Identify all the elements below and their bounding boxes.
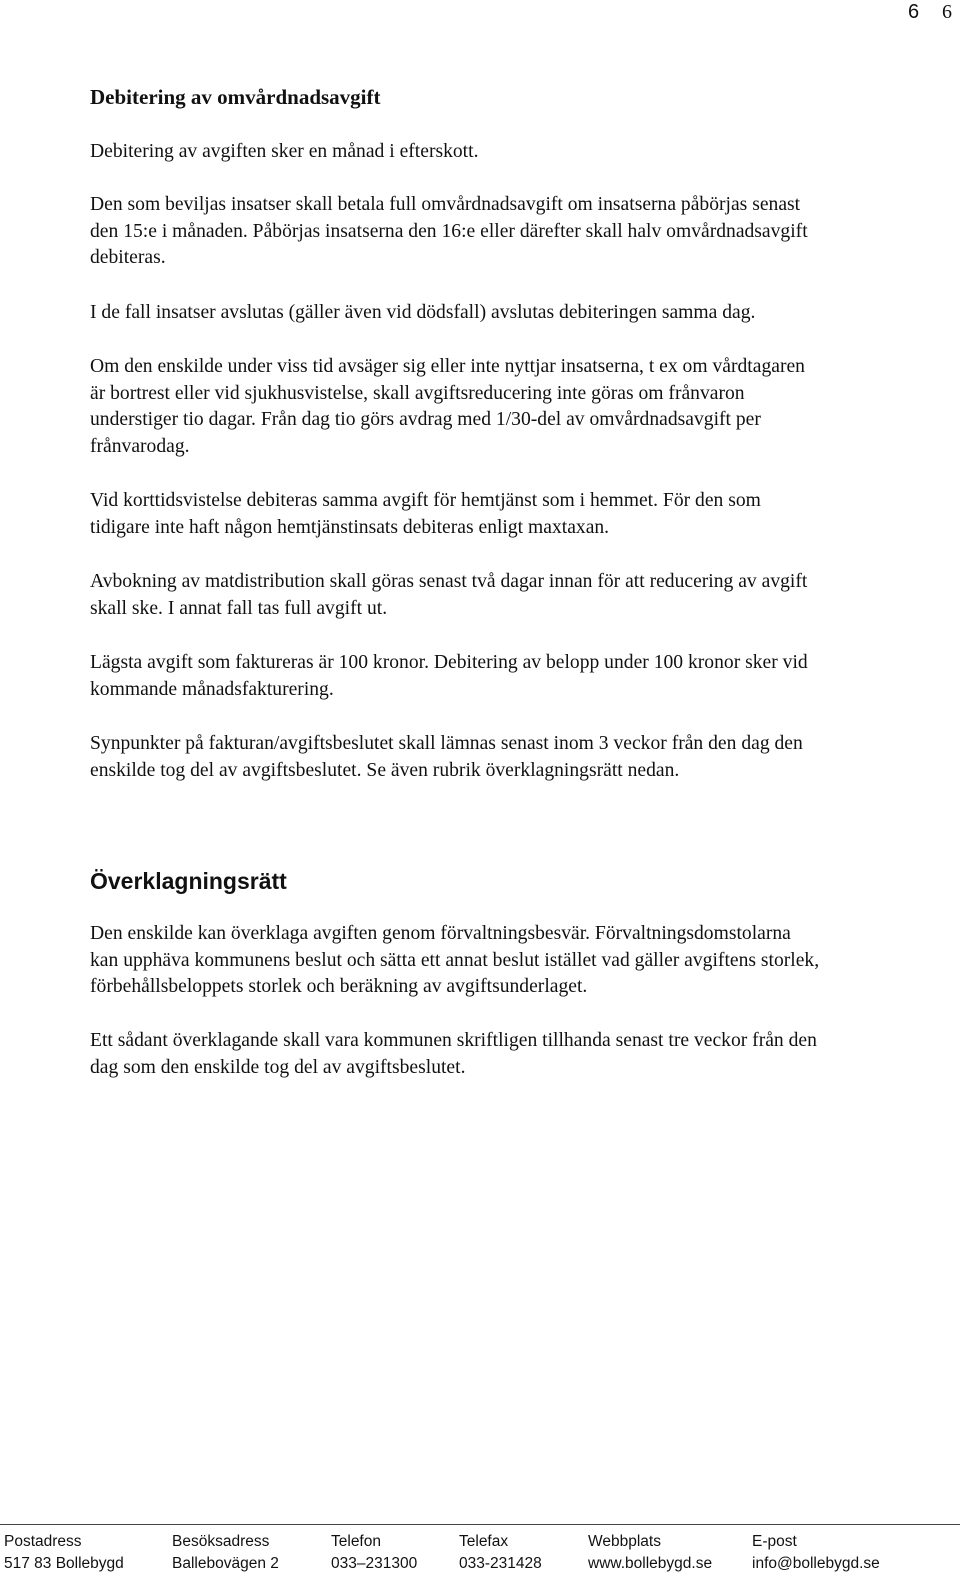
text-line: förbehållsbeloppets storlek och beräkning av avgiftsunderlaget. <box>90 976 588 997</box>
text-line: Den enskilde kan överklaga avgiften genom förvaltningsbesvär. Förvaltningsdomstolarna <box>90 923 791 944</box>
text-line: Om den enskilde under viss tid avsäger sig eller inte nyttjar insatserna, t ex om vårdtagaren <box>90 356 805 377</box>
footer-value: Ballebovägen 2 <box>172 1555 279 1572</box>
page-number: 6 <box>908 1 920 23</box>
text-line: är bortrest eller vid sjukhusvistelse, skall avgiftsreducering inte göras om frånvaron <box>90 382 745 404</box>
paragraph <box>90 192 950 272</box>
paragraph <box>90 300 950 327</box>
footer-value: www.bollebygd.se <box>588 1555 713 1572</box>
footer-label: Postadress <box>4 1533 82 1550</box>
footer-besoksadress <box>172 1531 279 1575</box>
section-heading-debitering: Debitering av omvårdnadsavgift <box>90 85 381 109</box>
footer-label: Telefax <box>459 1533 509 1550</box>
footer-value: 033-231428 <box>459 1555 542 1572</box>
section-heading-overklagningsratt: Överklagningsrätt <box>90 868 287 894</box>
text-line: debiteras. <box>90 247 166 268</box>
footer-value: 033–231300 <box>331 1555 418 1572</box>
footer-postadress <box>4 1531 124 1575</box>
page-footer <box>0 1524 960 1584</box>
text-line: dag som den enskilde tog del av avgiftsbeslutet. <box>90 1056 466 1078</box>
footer-telefax <box>459 1531 542 1575</box>
footer-label: Besöksadress <box>172 1533 270 1550</box>
text-line: I de fall insatser avslutas (gäller även vid dödsfall) avslutas debiteringen samma dag. <box>90 302 756 323</box>
page-number-secondary: 6 <box>942 1 952 23</box>
text-line: Avbokning av matdistribution skall göras senast två dagar innan för att reducering av avgift <box>90 571 808 592</box>
footer-label: Telefon <box>331 1533 381 1550</box>
footer-epost <box>752 1531 880 1575</box>
text-line: Ett sådant överklagande skall vara kommunen skriftligen tillhanda senast tre veckor från den <box>90 1030 817 1051</box>
footer-telefon <box>331 1531 417 1575</box>
paragraph <box>90 1028 950 1081</box>
footer-value: 517 83 Bollebygd <box>4 1555 124 1572</box>
paragraph <box>90 354 950 460</box>
text-line: understiger tio dagar. Från dag tio görs avdrag med 1/30-del av omvårdnadsavgift per <box>90 409 761 430</box>
text-line: tidigare inte haft någon hemtjänstinsats debiteras enligt maxtaxan. <box>90 516 610 538</box>
text-line: Debitering av avgiften sker en månad i efterskott. <box>90 141 479 162</box>
paragraph <box>90 139 950 166</box>
paragraph <box>90 731 950 784</box>
footer-label: Webbplats <box>588 1533 661 1550</box>
text-line: kommande månadsfakturering. <box>90 678 334 700</box>
text-line: enskilde tog del av avgiftsbeslutet. Se även rubrik överklagningsrätt nedan. <box>90 759 680 781</box>
paragraph <box>90 569 950 622</box>
text-line: Synpunkter på fakturan/avgiftsbeslutet skall lämnas senast inom 3 veckor från den dag den <box>90 733 803 754</box>
footer-webbplats <box>588 1531 712 1575</box>
text-line: Vid korttidsvistelse debiteras samma avgift för hemtjänst som i hemmet. För den som <box>90 490 761 511</box>
footer-label: E-post <box>752 1533 797 1550</box>
footer-value: info@bollebygd.se <box>752 1555 880 1572</box>
text-line: Den som beviljas insatser skall betala full omvårdnadsavgift om insatserna påbörjas senast <box>90 194 801 215</box>
text-line: Lägsta avgift som faktureras är 100 kronor. Debitering av belopp under 100 kronor sker vid <box>90 652 808 673</box>
paragraph <box>90 921 950 1001</box>
text-line: kan upphäva kommunens beslut och sätta ett annat beslut istället vad gäller avgiftens storlek, <box>90 949 820 971</box>
paragraph <box>90 488 950 541</box>
text-line: den 15:e i månaden. Påbörjas insatserna den 16:e eller därefter skall halv omvårdnadsavgift <box>90 220 808 242</box>
text-line: skall ske. I annat fall tas full avgift ut. <box>90 597 388 619</box>
paragraph <box>90 650 950 703</box>
text-line: frånvarodag. <box>90 435 190 457</box>
